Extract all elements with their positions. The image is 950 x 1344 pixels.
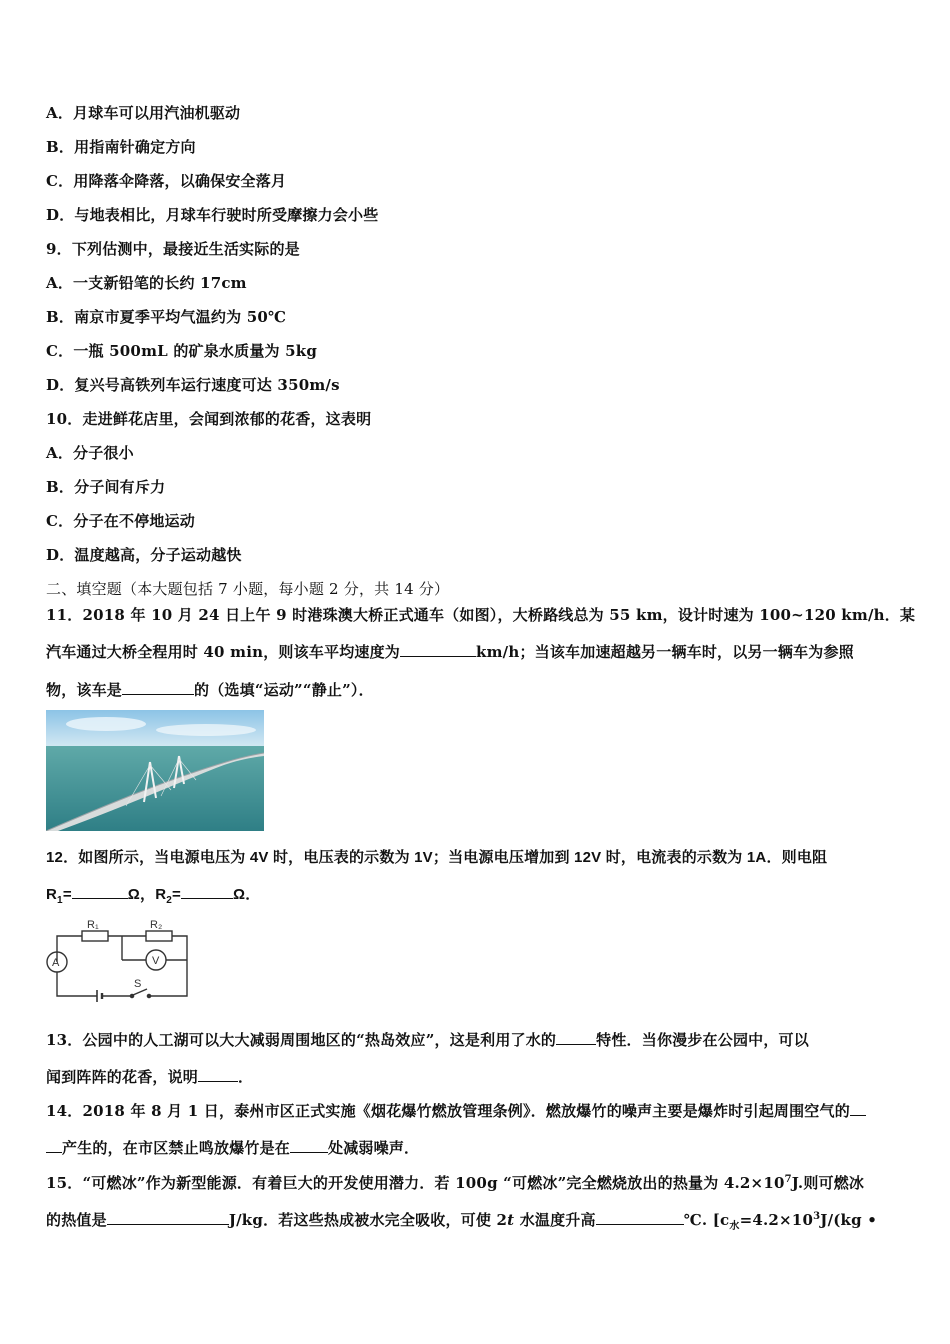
q12-r2-blank[interactable] (181, 884, 233, 899)
q8-option-b: B．用指南针确定方向 (46, 138, 196, 156)
q10-option-b: B．分子间有斥力 (46, 478, 166, 496)
q14-line1 (46, 1100, 866, 1121)
q13-line1 (46, 1029, 809, 1050)
q13-line2-text-a: 闻到阵阵的花香，说明 (46, 1068, 199, 1086)
q14-line2 (46, 1137, 419, 1158)
label-ammeter: A (52, 957, 60, 969)
q9-option-a: A．一支新铅笔的长约 17cm (46, 274, 247, 292)
q8-option-c: C．用降落伞降落，以确保安全落月 (46, 172, 287, 190)
q13-property-blank[interactable] (556, 1030, 596, 1045)
q14-blank-a-part1[interactable] (850, 1101, 866, 1116)
q14-line1-text: 14．2018 年 8 月 1 日，泰州市区正式实施《烟花爆竹燃放管理条例》．燃放爆竹的噪声主要是爆炸时引起周围空气的 (46, 1102, 850, 1120)
q13-line2 (46, 1066, 253, 1087)
q13-conclusion-blank[interactable] (198, 1067, 238, 1082)
resistor-r1 (82, 931, 108, 941)
q12-eq1: = (62, 886, 72, 903)
q8-option-a: A．月球车可以用汽油机驱动 (46, 104, 241, 122)
q15-heat-value-blank[interactable] (107, 1210, 229, 1225)
q12-r1-label: R (46, 886, 58, 903)
q11-speed-blank[interactable] (400, 642, 476, 657)
q14-blank-b[interactable] (290, 1138, 328, 1153)
q9-option-c: C．一瓶 500mL 的矿泉水质量为 5kg (46, 342, 318, 360)
q11-line1: 11．2018 年 10 月 24 日上午 9 时港珠澳大桥正式通车（如图），大桥路线总为 55 km，设计时速为 100~120 km/h．某 (46, 606, 916, 624)
q9-option-b: B．南京市夏季平均气温约为 50℃ (46, 308, 287, 326)
q11-line2 (46, 641, 854, 662)
q15-line2 (46, 1209, 877, 1232)
q12-line2 (46, 883, 260, 906)
q9-option-d: D．复兴号高铁列车运行速度可达 350m/s (46, 376, 340, 394)
q14-line2-text-b: 处减弱噪声． (328, 1139, 420, 1157)
q15-line1 (46, 1172, 864, 1193)
q15-temp-blank[interactable] (596, 1210, 684, 1225)
q12-unit2: Ω． (232, 886, 261, 903)
q14-blank-a-part2[interactable] (46, 1138, 62, 1153)
q11-line3-text-a: 物，该车是 (46, 681, 123, 699)
q15-line1-text-b: J.则可燃冰 (791, 1174, 865, 1192)
q15-line2-text-d: ℃. [c (683, 1211, 730, 1229)
q11-line3 (46, 679, 374, 700)
label-r2: R₂ (150, 919, 163, 931)
q15-line2-text-f: J/(kg • (820, 1211, 878, 1229)
bridge-photo (46, 710, 264, 831)
q11-line2-text-b: km/h；当该车加速超越另一辆车时，以另一辆车为参照 (476, 643, 854, 661)
q12-r1-blank[interactable] (72, 884, 128, 899)
q15-line2-text-c: 水温度升高 (514, 1211, 596, 1229)
q13-line1-text-b: 特性．当你漫步在公园中，可以 (596, 1031, 809, 1049)
q9-stem: 9．下列估测中，最接近生活实际的是 (46, 240, 300, 258)
q15-line2-text-b: J/kg．若这些热成被水完全吸收，可使 2 (228, 1211, 508, 1229)
q12-r2-sub: 2 (166, 895, 173, 906)
q11-line2-text-a: 汽车通过大桥全程用时 40 min，则该车平均速度为 (46, 643, 400, 661)
q11-line3-text-b: 的（选填“运动”“静止”）． (194, 681, 374, 699)
section-heading: 二、填空题（本大题包括 7 小题，每小题 2 分，共 14 分） (46, 580, 450, 598)
wire-left-top (57, 936, 82, 962)
q10-stem: 10．走进鲜花店里，会闻到浓郁的花香，这表明 (46, 410, 372, 428)
q14-line2-text-a: 产生的，在市区禁止鸣放爆竹是在 (62, 1139, 291, 1157)
q15-water-sub: 水 (729, 1221, 740, 1232)
q8-option-d: D．与地表相比，月球车行驶时所受摩擦力会小些 (46, 206, 379, 224)
q10-option-d: D．温度越高，分子运动越快 (46, 546, 242, 564)
q15-line2-text-e: =4.2×10 (739, 1211, 814, 1229)
q15-t: t (507, 1211, 515, 1229)
q15-line2-text-a: 的热值是 (46, 1211, 107, 1229)
q12-line1: 12．如图所示，当电源电压为 4V 时，电压表的示数为 1V；当电源电压增加到 12V 时，电流表的示数为 1A．则电阻 (46, 849, 828, 866)
q15-line1-text-a: 15．“可燃冰”作为新型能源．有着巨大的开发使用潜力．若 100g “可燃冰”完全燃烧放出的热量为 4.2×10 (46, 1174, 785, 1192)
q10-option-c: C．分子在不停地运动 (46, 512, 195, 530)
q10-option-a: A．分子很小 (46, 444, 134, 462)
label-r1: R₁ (87, 919, 99, 931)
circuit-diagram (42, 914, 192, 1002)
q11-motion-blank[interactable] (122, 680, 194, 695)
q12-unit1: Ω，R (127, 886, 167, 903)
q15-exp2: 3 (813, 1211, 821, 1222)
q13-line1-text-a: 13．公园中的人工湖可以大大减弱周围地区的“热岛效应”，这是利用了水的 (46, 1031, 557, 1049)
q12-eq2: = (172, 886, 181, 903)
q15-exp1: 7 (784, 1174, 792, 1185)
label-voltmeter: V (152, 955, 160, 967)
resistor-r2 (146, 931, 172, 941)
q12-r1-sub: 1 (57, 895, 63, 906)
label-switch: S (134, 978, 142, 990)
q13-line2-text-b: ． (238, 1068, 254, 1086)
